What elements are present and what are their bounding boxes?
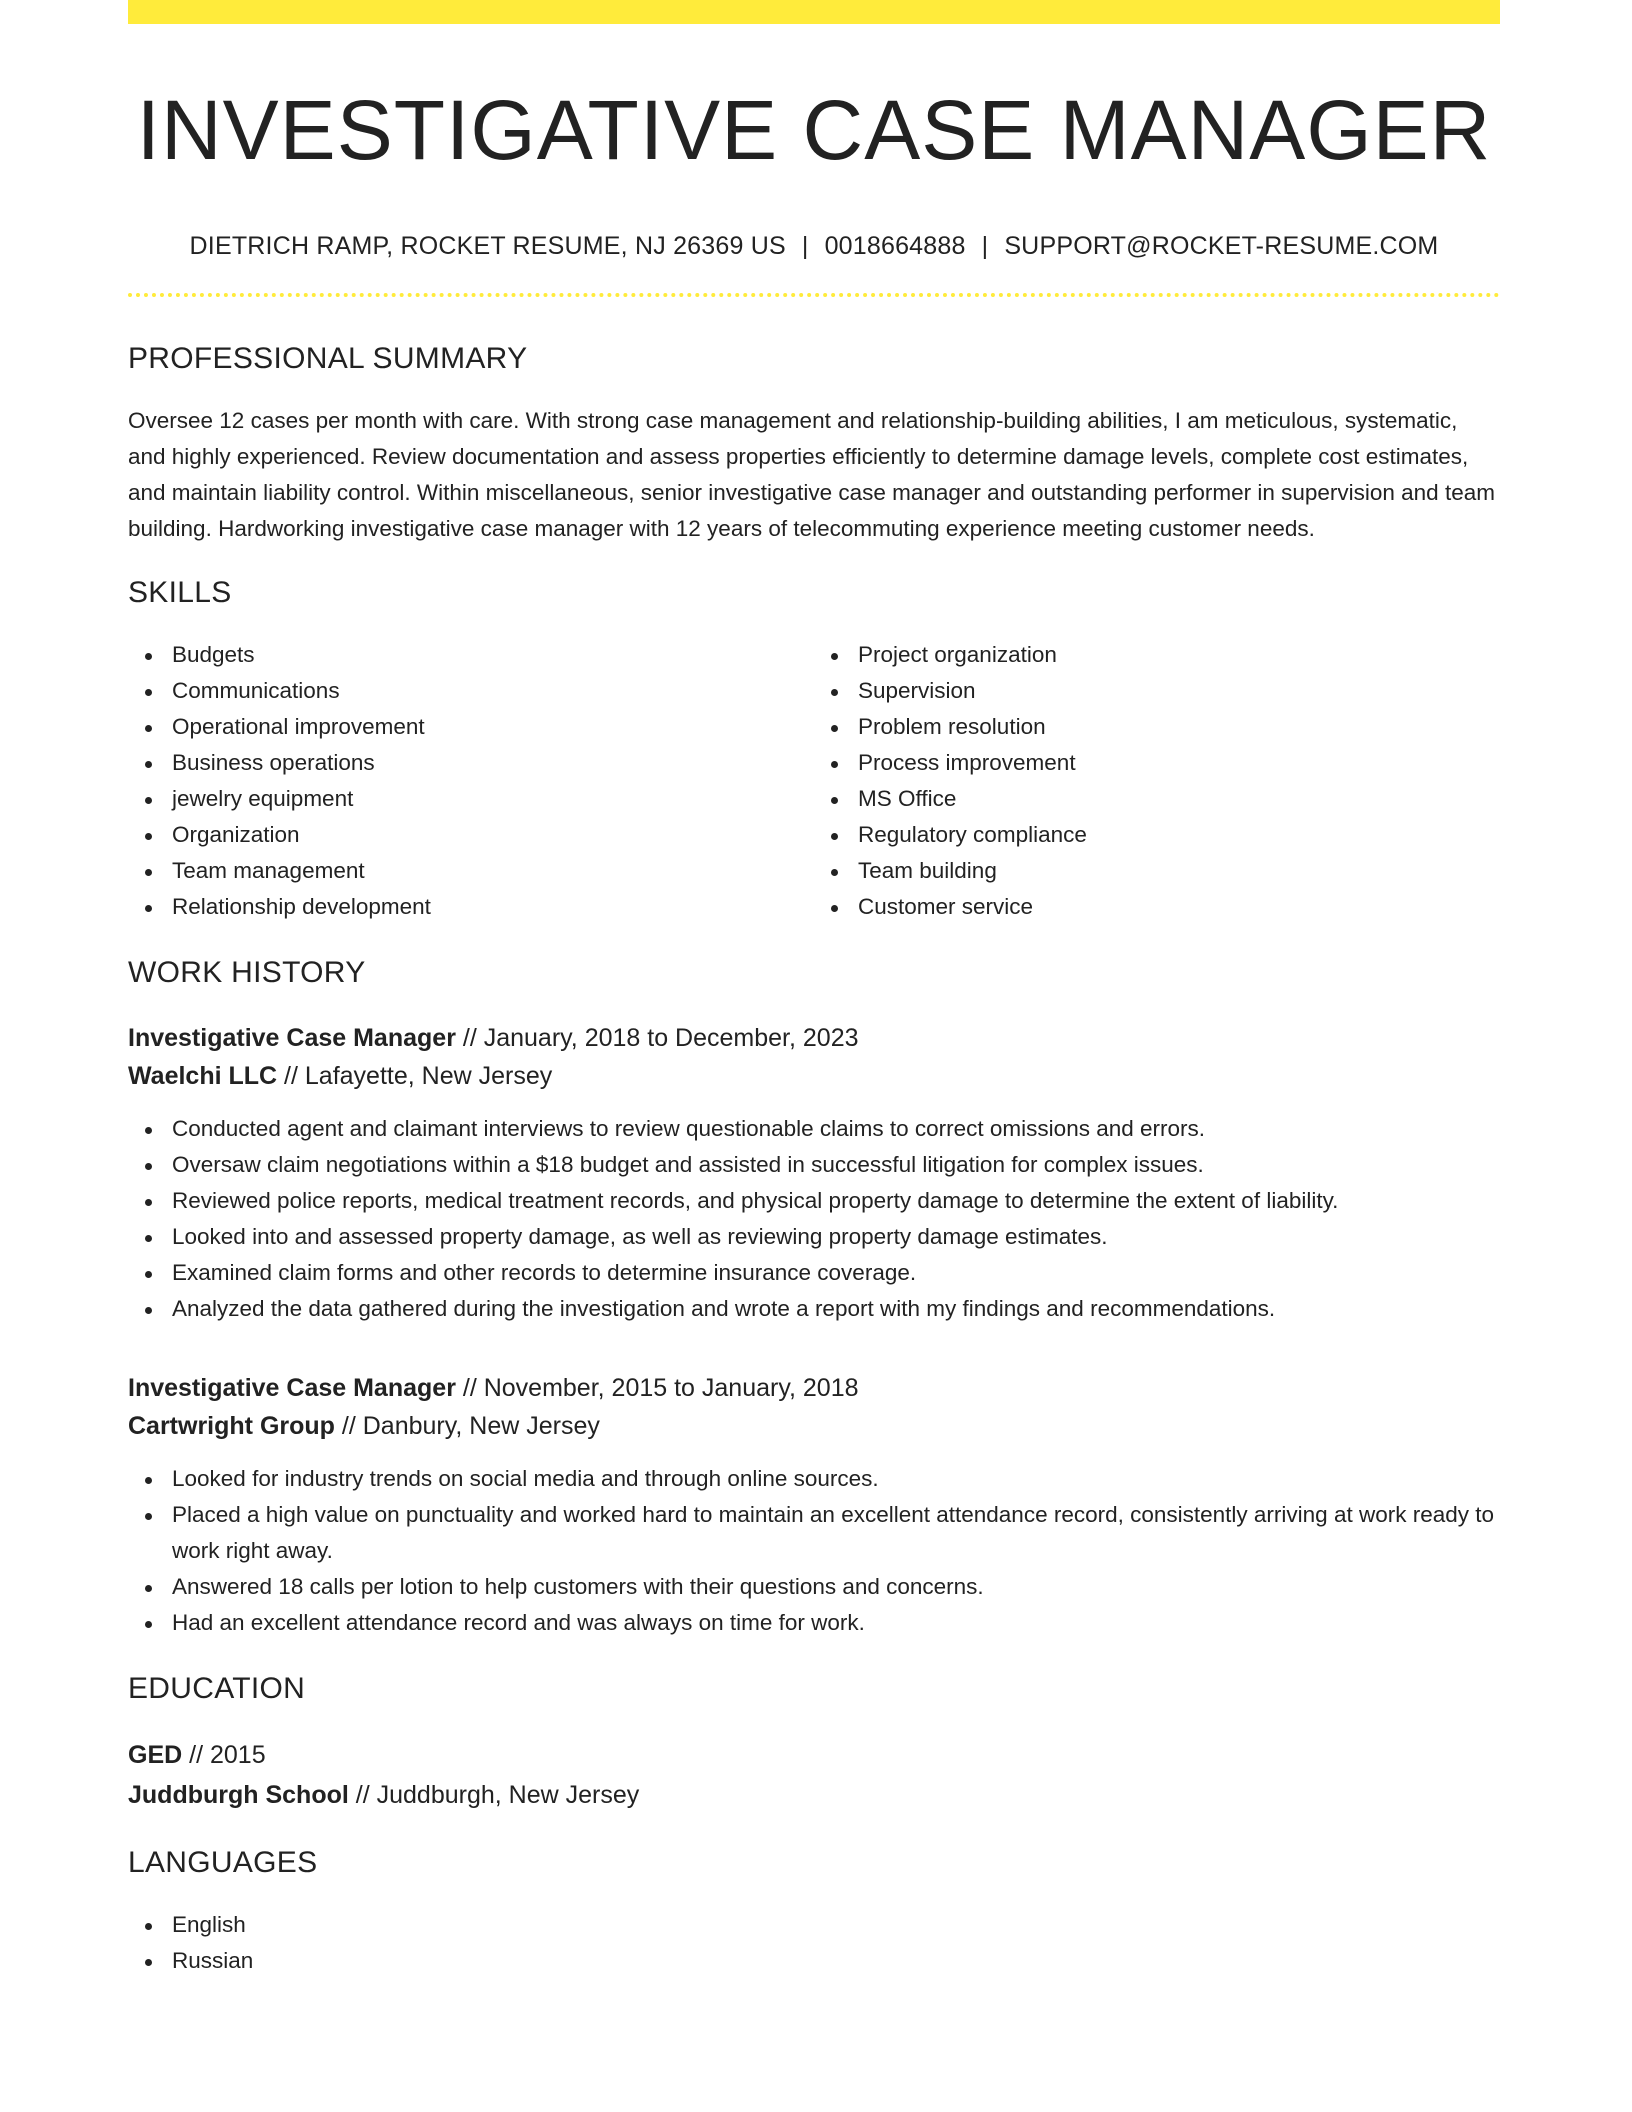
divider: // xyxy=(348,1781,377,1810)
skill-item: Project organization xyxy=(858,637,1500,673)
divider: // xyxy=(334,1412,363,1441)
responsibility-item: Looked into and assessed property damage, as well as reviewing property damage estimates. xyxy=(172,1219,1500,1255)
divider: // xyxy=(455,1374,484,1403)
responsibility-item: Had an excellent attendance record and was always on time for work. xyxy=(172,1605,1500,1641)
job-title-line xyxy=(128,1019,1500,1057)
summary-text: Oversee 12 cases per month with care. With strong case management and relationship-building abilities, I am meticulous, systematic, and highly experienced. Review documentation and assess properties efficiently to determine damage levels, complete cost estimates, and maintain liability control. Within miscellaneous, senior investigative case manager and outstanding performer in supervision and team building. Hardworking investigative case manager with 12 years of telecommuting experience meeting customer needs. xyxy=(128,408,1495,542)
language-item: Russian xyxy=(172,1943,1500,1979)
divider: // xyxy=(455,1024,484,1053)
responsibility-item: Analyzed the data gathered during the investigation and wrote a report with my findings and recommendations. xyxy=(172,1291,1500,1327)
education-entry xyxy=(128,1735,1500,1815)
job-entry xyxy=(128,1369,1500,1641)
contact-address: DIETRICH RAMP, ROCKET RESUME, NJ 26369 US xyxy=(189,232,786,261)
contact-email: SUPPORT@ROCKET-RESUME.COM xyxy=(1004,232,1439,261)
languages-list xyxy=(128,1907,1500,1979)
divider: // xyxy=(182,1741,210,1770)
language-item: English xyxy=(172,1907,1500,1943)
skill-item: Problem resolution xyxy=(858,709,1500,745)
resume-page xyxy=(128,0,1500,1979)
school-name: Juddburgh School xyxy=(128,1781,349,1810)
degree-year: 2015 xyxy=(209,1741,266,1770)
contact-line xyxy=(128,232,1500,261)
resume-title: INVESTIGATIVE CASE MANAGER xyxy=(136,83,1492,177)
responsibility-item: Looked for industry trends on social media and through online sources. xyxy=(172,1461,1500,1497)
divider: // xyxy=(277,1062,305,1091)
job-company: Cartwright Group xyxy=(128,1412,335,1441)
job-dates: November, 2015 to January, 2018 xyxy=(483,1374,859,1403)
skill-item: Relationship development xyxy=(172,889,814,925)
job-dates: January, 2018 to December, 2023 xyxy=(483,1024,859,1053)
school-location: Juddburgh, New Jersey xyxy=(376,1781,640,1810)
skill-item: Business operations xyxy=(172,745,814,781)
work-history-heading: WORK HISTORY xyxy=(128,956,366,990)
skills-column-right xyxy=(814,637,1500,925)
responsibility-item: Examined claim forms and other records to determine insurance coverage. xyxy=(172,1255,1500,1291)
responsibility-item: Answered 18 calls per lotion to help customers with their questions and concerns. xyxy=(172,1569,1500,1605)
languages-heading: LANGUAGES xyxy=(128,1846,318,1880)
skill-item: Supervision xyxy=(858,673,1500,709)
job-responsibilities xyxy=(128,1461,1500,1641)
top-accent-bar xyxy=(128,0,1500,24)
skill-item: Operational improvement xyxy=(172,709,814,745)
job-location: Lafayette, New Jersey xyxy=(304,1062,553,1091)
skills-column-left xyxy=(128,637,814,925)
job-title: Investigative Case Manager xyxy=(128,1374,456,1403)
skill-item: Process improvement xyxy=(858,745,1500,781)
responsibility-item: Reviewed police reports, medical treatment records, and physical property damage to determine the extent of liability. xyxy=(172,1183,1500,1219)
contact-separator: | xyxy=(801,232,809,261)
skill-item: Regulatory compliance xyxy=(858,817,1500,853)
job-location: Danbury, New Jersey xyxy=(362,1412,600,1441)
job-title-line xyxy=(128,1369,1500,1407)
skill-item: Organization xyxy=(172,817,814,853)
skill-item: Team management xyxy=(172,853,814,889)
job-responsibilities xyxy=(128,1111,1500,1327)
job-company-line xyxy=(128,1057,1500,1095)
job-entry xyxy=(128,1019,1500,1327)
contact-phone: 0018664888 xyxy=(824,232,966,261)
skills-heading: SKILLS xyxy=(128,576,232,610)
education-heading: EDUCATION xyxy=(128,1672,306,1706)
responsibility-item: Placed a high value on punctuality and worked hard to maintain an excellent attendance record, consistently arriving at work ready to work right away. xyxy=(172,1497,1500,1569)
job-title: Investigative Case Manager xyxy=(128,1024,456,1053)
skill-item: Budgets xyxy=(172,637,814,673)
skills-list xyxy=(128,637,1500,925)
job-company-line xyxy=(128,1407,1500,1445)
school-line xyxy=(128,1775,1500,1815)
skill-item: jewelry equipment xyxy=(172,781,814,817)
job-company: Waelchi LLC xyxy=(128,1062,278,1091)
responsibility-item: Conducted agent and claimant interviews to review questionable claims to correct omissions and errors. xyxy=(172,1111,1500,1147)
skill-item: Team building xyxy=(858,853,1500,889)
skill-item: Communications xyxy=(172,673,814,709)
skill-item: Customer service xyxy=(858,889,1500,925)
header-divider xyxy=(128,293,1500,297)
skill-item: MS Office xyxy=(858,781,1500,817)
degree: GED xyxy=(128,1741,183,1770)
degree-line xyxy=(128,1735,1500,1775)
responsibility-item: Oversaw claim negotiations within a $18 budget and assisted in successful litigation for complex issues. xyxy=(172,1147,1500,1183)
contact-separator: | xyxy=(981,232,989,261)
summary-heading: PROFESSIONAL SUMMARY xyxy=(128,342,528,376)
